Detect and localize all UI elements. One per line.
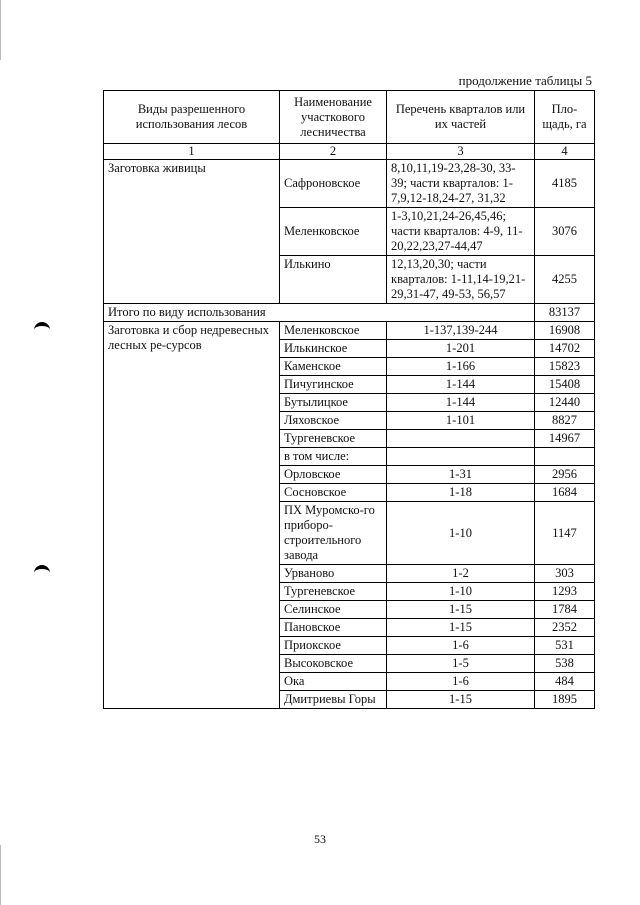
area-cell: 538	[535, 655, 595, 673]
forestry-cell: Тургеневское	[280, 583, 387, 601]
area-cell: 15408	[535, 376, 595, 394]
column-number: 4	[535, 144, 595, 160]
area-cell: 15823	[535, 358, 595, 376]
column-number-row	[104, 144, 595, 160]
forestry-cell: Дмитриевы Горы	[280, 691, 387, 709]
header-area: Пло-щадь, га	[535, 91, 595, 144]
header-forestry: Наименование участкового лесничества	[280, 91, 387, 144]
quarters-cell: 8,10,11,19-23,28-30, 33-39; части кварталов: 1-7,9,12-18,24-27, 31,32	[387, 160, 535, 208]
area-cell	[535, 448, 595, 466]
forestry-cell: Сосновское	[280, 484, 387, 502]
header-use-type: Виды разрешенного использования лесов	[104, 91, 280, 144]
quarters-cell: 1-6	[387, 673, 535, 691]
total-area: 83137	[535, 304, 595, 322]
quarters-cell: 1-15	[387, 601, 535, 619]
quarters-cell: 1-201	[387, 340, 535, 358]
area-cell: 14967	[535, 430, 595, 448]
area-cell: 3076	[535, 208, 595, 256]
area-cell: 4255	[535, 256, 595, 304]
quarters-cell: 1-6	[387, 637, 535, 655]
forestry-cell: ПХ Муромско-го приборо-строительного завода	[280, 502, 387, 565]
forest-use-table	[103, 90, 595, 709]
forestry-cell: Приокское	[280, 637, 387, 655]
quarters-cell: 1-5	[387, 655, 535, 673]
forestry-cell: Сафроновское	[280, 160, 387, 208]
quarters-cell	[387, 430, 535, 448]
forestry-cell: Илькинское	[280, 340, 387, 358]
quarters-cell: 1-10	[387, 583, 535, 601]
quarters-cell: 1-2	[387, 565, 535, 583]
forestry-cell: Тургеневское	[280, 430, 387, 448]
quarters-cell: 1-166	[387, 358, 535, 376]
forestry-cell: Селинское	[280, 601, 387, 619]
use-type-cell: Заготовка живицы	[104, 160, 280, 304]
area-cell: 4185	[535, 160, 595, 208]
binding-hole-mark	[34, 322, 50, 336]
area-cell: 8827	[535, 412, 595, 430]
quarters-cell: 1-31	[387, 466, 535, 484]
area-cell: 1784	[535, 601, 595, 619]
forestry-cell: Пановское	[280, 619, 387, 637]
area-cell: 12440	[535, 394, 595, 412]
total-label: Итого по виду использования	[104, 304, 535, 322]
use-type-cell: Заготовка и сбор недревесных лесных ре-сурсов	[104, 322, 280, 709]
forestry-cell: Орловское	[280, 466, 387, 484]
quarters-cell: 1-10	[387, 502, 535, 565]
forestry-cell: Ляховское	[280, 412, 387, 430]
area-cell: 16908	[535, 322, 595, 340]
quarters-cell: 1-101	[387, 412, 535, 430]
area-cell: 531	[535, 637, 595, 655]
area-cell: 2956	[535, 466, 595, 484]
quarters-cell: 1-137,139-244	[387, 322, 535, 340]
table-caption: продолжение таблицы 5	[458, 73, 592, 88]
area-cell: 1293	[535, 583, 595, 601]
quarters-cell: 1-15	[387, 619, 535, 637]
scan-edge-line	[0, 845, 1, 905]
quarters-cell: 1-144	[387, 376, 535, 394]
quarters-cell: 1-18	[387, 484, 535, 502]
forestry-cell: Ока	[280, 673, 387, 691]
quarters-cell	[387, 448, 535, 466]
column-number: 2	[280, 144, 387, 160]
header-quarters: Перечень кварталов или их частей	[387, 91, 535, 144]
forestry-cell: Меленковское	[280, 322, 387, 340]
area-cell: 1147	[535, 502, 595, 565]
scan-edge-line	[0, 0, 1, 60]
area-cell: 1684	[535, 484, 595, 502]
forestry-cell: Бутылицкое	[280, 394, 387, 412]
forestry-cell: Илькино	[280, 256, 387, 304]
forestry-cell: Пичугинское	[280, 376, 387, 394]
forestry-cell: Каменское	[280, 358, 387, 376]
quarters-cell: 1-15	[387, 691, 535, 709]
forestry-cell: Меленковское	[280, 208, 387, 256]
table-row	[104, 322, 595, 340]
area-cell: 1895	[535, 691, 595, 709]
page-number: 53	[314, 832, 326, 846]
forestry-cell: в том числе:	[280, 448, 387, 466]
column-number: 1	[104, 144, 280, 160]
table-header-row	[104, 91, 595, 144]
total-row	[104, 304, 595, 322]
table-row	[104, 160, 595, 208]
area-cell: 2352	[535, 619, 595, 637]
quarters-cell: 12,13,20,30; части кварталов: 1-11,14-19,21-29,31-47, 49-53, 56,57	[387, 256, 535, 304]
binding-hole-mark	[34, 565, 50, 579]
forestry-cell: Высоковское	[280, 655, 387, 673]
area-cell: 484	[535, 673, 595, 691]
quarters-cell: 1-3,10,21,24-26,45,46; части кварталов: 4-9, 11-20,22,23,27-44,47	[387, 208, 535, 256]
quarters-cell: 1-144	[387, 394, 535, 412]
area-cell: 14702	[535, 340, 595, 358]
column-number: 3	[387, 144, 535, 160]
forestry-cell: Урваново	[280, 565, 387, 583]
area-cell: 303	[535, 565, 595, 583]
